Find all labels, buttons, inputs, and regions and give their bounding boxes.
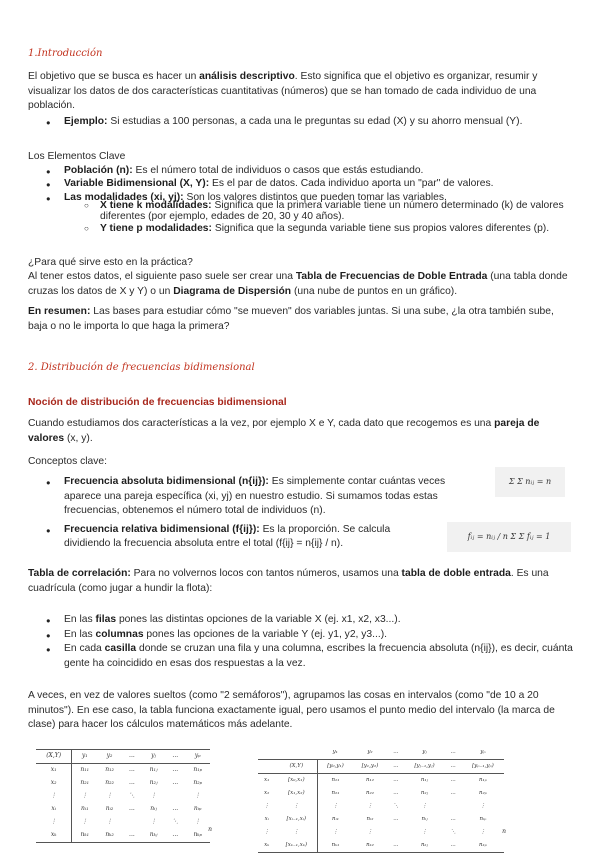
grid-list — [64, 613, 574, 671]
list-item: ● Frecuencia relativa bidimensional (f{ij}): Es la proporción. Se calcula dividiendo la frecuencia absoluta entre el total (f{ij} = n{ij} / n). — [64, 523, 436, 552]
modalities-sublist — [100, 200, 574, 234]
table-row: xₖ [xₖ₋₁,xₖ) nₖ₁ nₖ₂ ... nₖⱼ ... nₖₚ — [258, 839, 504, 853]
list-item: ● Frecuencia absoluta bidimensional (n{ij}): Es simplemente contar cuántas veces aparece una pareja específica (xi, yj) en nuestro estudio. Si sumamos todas estas frecuencias, obtenemos el número total de individuos (n). — [64, 475, 482, 519]
table-header-cell: ... — [444, 760, 461, 774]
table-header-cell: ... — [165, 750, 185, 764]
table-row: x₂ [x₁,x₂) n₂₁ n₂₂ ... n₂ⱼ ... n₂ₚ — [258, 787, 504, 800]
table-header-cell: [y₁,y₂) — [353, 760, 387, 774]
list-item: ● En las columnas pones las opciones de la variable Y (ej. y1, y2, y3...). — [64, 628, 574, 643]
table-header-cell: (X,Y) — [36, 750, 72, 764]
practice-question: ¿Para qué sirve esto en la práctica? — [28, 257, 193, 268]
table-row: ⋮ ⋮ ⋮ ⋮ ⋮ ⋱ ⋮ — [258, 826, 504, 839]
table-row: xᵢ nᵢ₁ nᵢ₂ ... nᵢⱼ ... nᵢₚ — [36, 803, 210, 816]
frequency-table-discrete — [36, 749, 216, 837]
table-row: ⋮ ⋮ ⋮ ⋱ ⋮ ⋮ — [36, 790, 210, 803]
example-list — [64, 115, 574, 130]
table-row: x₂ n₂₁ n₂₂ ... n₂ⱼ ... n₂ₚ — [36, 777, 210, 790]
list-item: ● Las modalidades (xi, yj): Son los valores distintos que pueden tomar las variables. — [64, 191, 574, 204]
list-item: ● En las filas pones las distintas opciones de la variable X (ej. x1, x2, x3...). — [64, 613, 574, 628]
list-item: ○ Y tiene p modalidades: Significa que la segunda variable tiene sus propios valores diferentes (p). — [100, 223, 574, 234]
correlation-paragraph: Tabla de correlación: Para no volvernos locos con tantos números, usamos una tabla de doble entrada. Es una cuadrícula (como jugar a hundir la flota): — [28, 568, 549, 594]
list-item: ● Ejemplo: Si estudias a 100 personas, a cada una le preguntas su edad (X) y su ahorro mensual (Y). — [64, 115, 574, 130]
table-header-cell: yₚ — [185, 750, 210, 764]
table-header-cell: ... — [122, 750, 142, 764]
concepts-title: Conceptos clave: — [28, 456, 107, 467]
notion-paragraph: Cuando estudiamos dos características a la vez, por ejemplo X e Y, cada dato que recogemos es una pareja de valores (x, y). — [28, 418, 540, 444]
frequency-table-intervals — [258, 746, 510, 848]
table-total: n — [502, 828, 506, 836]
table-header-cell: ... — [387, 760, 404, 774]
list-item: ● En cada casilla donde se cruzan una fila y una columna, escribes la frecuencia absoluta (n{ij}), es decir, cuánta gente ha coincidido en esas dos respuestas a la vez. — [64, 642, 574, 671]
practice-paragraph: Al tener estos datos, el siguiente paso suele ser crear una Tabla de Frecuencias de Doble Entrada (una tabla donde cruzas los datos de X y Y) o un Diagrama de Dispersión (una nube de puntos en un gráfico). — [28, 271, 568, 297]
table-header-cell: [yⱼ₋₁,yⱼ) — [405, 760, 445, 774]
intervals-paragraph: A veces, en vez de valores sueltos (como "2 semáforos"), agrupamos las cosas en intervalos (como "de 10 a 20 minutos"). En ese caso, la tabla funciona exactamente igual, pero usamos el punto medio del intervalo (la marca de clase) para hacer los cálculos matemáticos más adelante. — [28, 690, 555, 731]
table-row: x₁ n₁₁ n₁₂ ... n₁ⱼ ... n₁ₚ — [36, 764, 210, 778]
elements-list — [64, 164, 574, 204]
table-row: ⋮ ⋮ ⋮ ⋮ ⋱ ⋮ — [36, 816, 210, 829]
table-header-cell: y₁ — [72, 750, 97, 764]
table-header-cell — [258, 760, 275, 774]
table-row: y₁ y₂ ... yⱼ ... yₚ — [332, 748, 486, 755]
concepts-list — [64, 475, 482, 552]
table-header-cell: [yₚ₋₁,yₚ) — [462, 760, 504, 774]
absolute-frequency-formula: Σ Σ nᵢⱼ = n — [495, 467, 565, 497]
notion-title: Noción de distribución de frecuencias bidimensional — [28, 397, 287, 408]
intro-paragraph: El objetivo que se busca es hacer un análisis descriptivo. Esto significa que el objetivo es organizar, resumir y visualizar los datos de dos características cuantitativas (números) que se han tomado de cada individuo de una población. — [28, 71, 538, 112]
table-row: x₁ [x₀,x₁) n₁₁ n₁₂ ... n₁ⱼ ... n₁ₚ — [258, 774, 504, 788]
table-row: ⋮ ⋮ ⋮ ⋮ ⋱ ⋮ ⋮ — [258, 800, 504, 813]
table-row: xₖ nₖ₁ nₖ₂ ... nₖⱼ ... nₖₚ — [36, 829, 210, 843]
list-item: ○ X tiene k modalidades: Significa que la primera variable tiene un número determinado (k) de valores diferentes (por ejemplo, edades de 20, 30 y 40 años). — [100, 200, 574, 222]
list-item: ● Población (n): Es el número total de individuos o casos que estás estudiando. — [64, 164, 574, 177]
table-row: xᵢ [xᵢ₋₁,xᵢ) nᵢ₁ nᵢ₂ ... nᵢⱼ ... nᵢₚ — [258, 813, 504, 826]
table-header-cell: yⱼ — [142, 750, 165, 764]
section1-heading: 1.Introducción — [28, 48, 103, 59]
table-header-cell: y₂ — [97, 750, 122, 764]
elements-title: Los Elementos Clave — [28, 151, 126, 162]
table-header-cell: [y₀,y₁) — [318, 760, 353, 774]
table-total: n — [208, 826, 212, 834]
relative-frequency-formula: fᵢⱼ = nᵢⱼ / n Σ Σ fᵢⱼ = 1 — [447, 522, 571, 552]
section2-heading: 2. Distribución de frecuencias bidimensional — [28, 362, 255, 373]
list-item: ● Variable Bidimensional (X, Y): Es el par de datos. Cada individuo aporta un "par" de valores. — [64, 177, 574, 190]
summary-paragraph: En resumen: Las bases para estudiar cómo "se mueven" dos variables juntas. Si una sube, ¿la otra también sube, baja o no le importa lo que haga la primera? — [28, 306, 554, 332]
table-header-cell: (X,Y) — [275, 760, 317, 774]
